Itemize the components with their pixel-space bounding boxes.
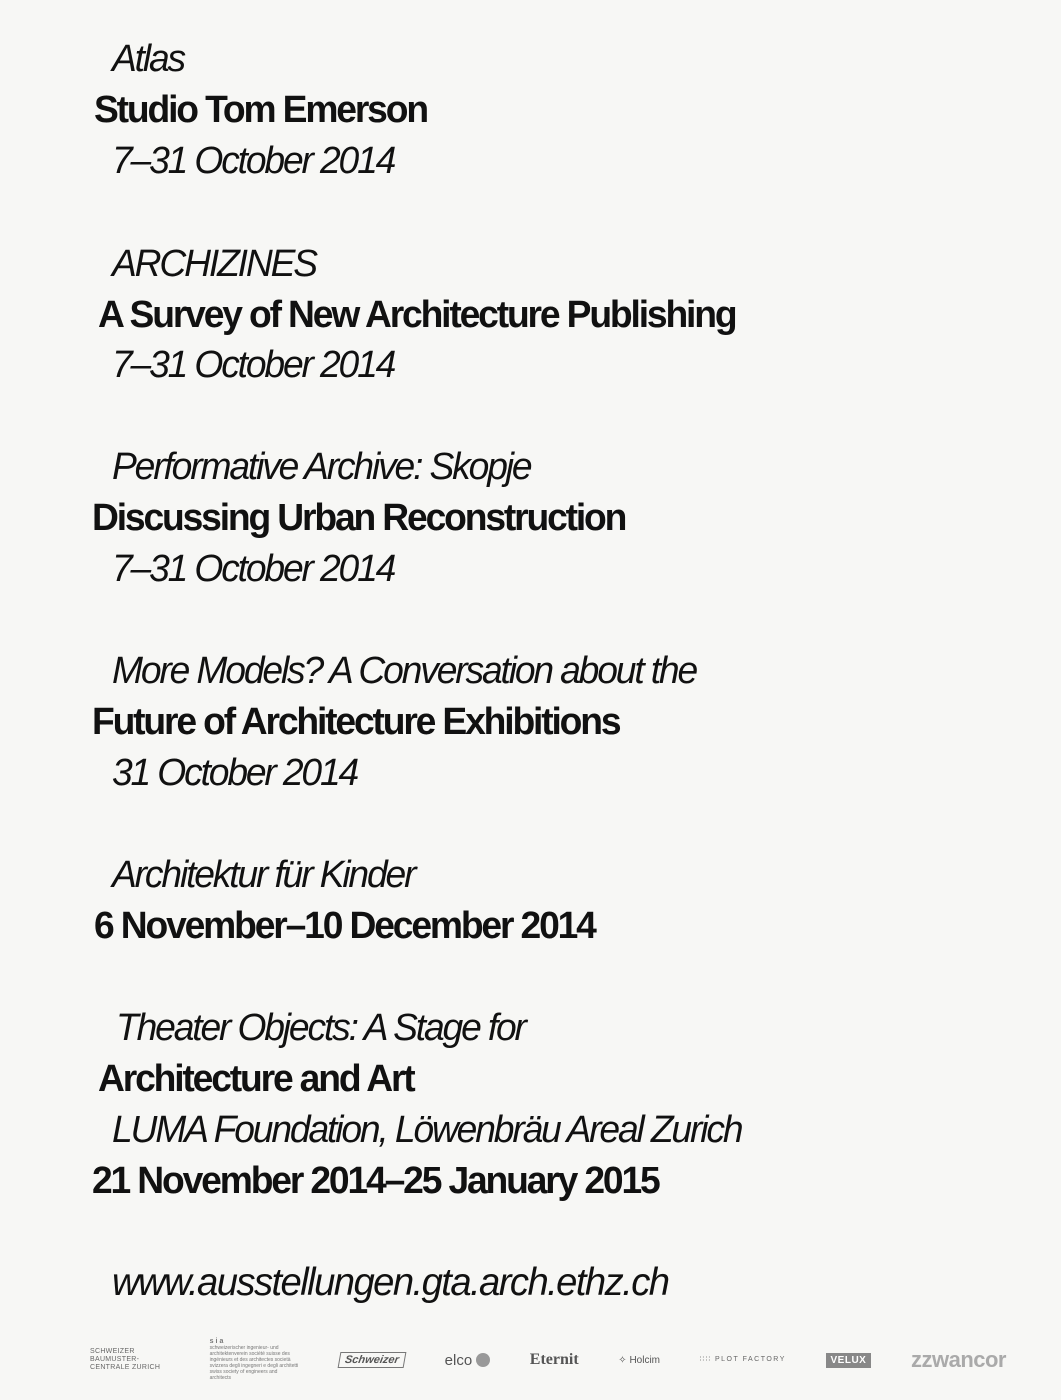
event-5-title: Architektur für Kinder <box>112 854 415 896</box>
sia-logo-text: schweizerischer ingenieur- und architektenverein société suisse des ingénieurs et des architectes società svizzera degli ingegneri e degli architetti swiss society of engineers and architects <box>209 1345 299 1381</box>
event-5-date: 6 November–10 December 2014 <box>94 905 595 947</box>
event-4-date: 31 October 2014 <box>112 752 358 794</box>
holcim-logo <box>618 1355 660 1366</box>
event-2-subtitle: A Survey of New Architecture Publishing <box>98 294 736 336</box>
zzwancor-logo: zzwancor <box>910 1347 1006 1372</box>
event-1-date: 7–31 October 2014 <box>112 140 395 182</box>
event-3-title: Performative Archive: Skopje <box>112 446 531 488</box>
event-3-subtitle: Discussing Urban Reconstruction <box>92 497 626 539</box>
event-6-title: Theater Objects: A Stage for <box>116 1007 525 1049</box>
sia-logo <box>210 1339 300 1381</box>
event-1-title: Atlas <box>112 38 185 80</box>
sponsor-logos <box>90 1338 1006 1381</box>
schweizer-logo: Schweizer <box>338 1352 407 1368</box>
event-2-title: ARCHIZINES <box>112 243 316 285</box>
holcim-logo-text: Holcim <box>629 1354 660 1366</box>
event-2-date: 7–31 October 2014 <box>112 344 395 386</box>
event-1-subtitle: Studio Tom Emerson <box>94 89 427 131</box>
plot-factory-logo <box>700 1356 786 1364</box>
event-4-title: More Models? A Conversation about the <box>112 650 697 692</box>
event-6-subtitle: Architecture and Art <box>98 1058 414 1100</box>
event-3-date: 7–31 October 2014 <box>112 548 395 590</box>
event-6-date: 21 November 2014–25 January 2015 <box>92 1160 659 1202</box>
baumuster-logo: SCHWEIZER BAUMUSTER-CENTRALE ZURICH <box>90 1348 161 1371</box>
holcim-mark-icon: ✧ <box>618 1354 627 1366</box>
plot-factory-text: PLOT FACTORY <box>714 1356 786 1363</box>
website-link[interactable]: www.ausstellungen.gta.arch.ethz.ch <box>112 1261 669 1304</box>
elco-logo-text: elco <box>444 1351 473 1369</box>
elco-dot-icon <box>476 1353 490 1367</box>
elco-logo <box>445 1352 491 1369</box>
eternit-logo: Eternit <box>529 1351 579 1368</box>
event-4-subtitle: Future of Architecture Exhibitions <box>92 701 620 743</box>
event-6-venue: LUMA Foundation, Löwenbräu Areal Zurich <box>112 1109 742 1151</box>
plot-grid-icon: ∷∷ <box>699 1356 712 1363</box>
velux-logo: VELUX <box>826 1353 872 1368</box>
sia-logo-name: sia <box>209 1338 226 1345</box>
